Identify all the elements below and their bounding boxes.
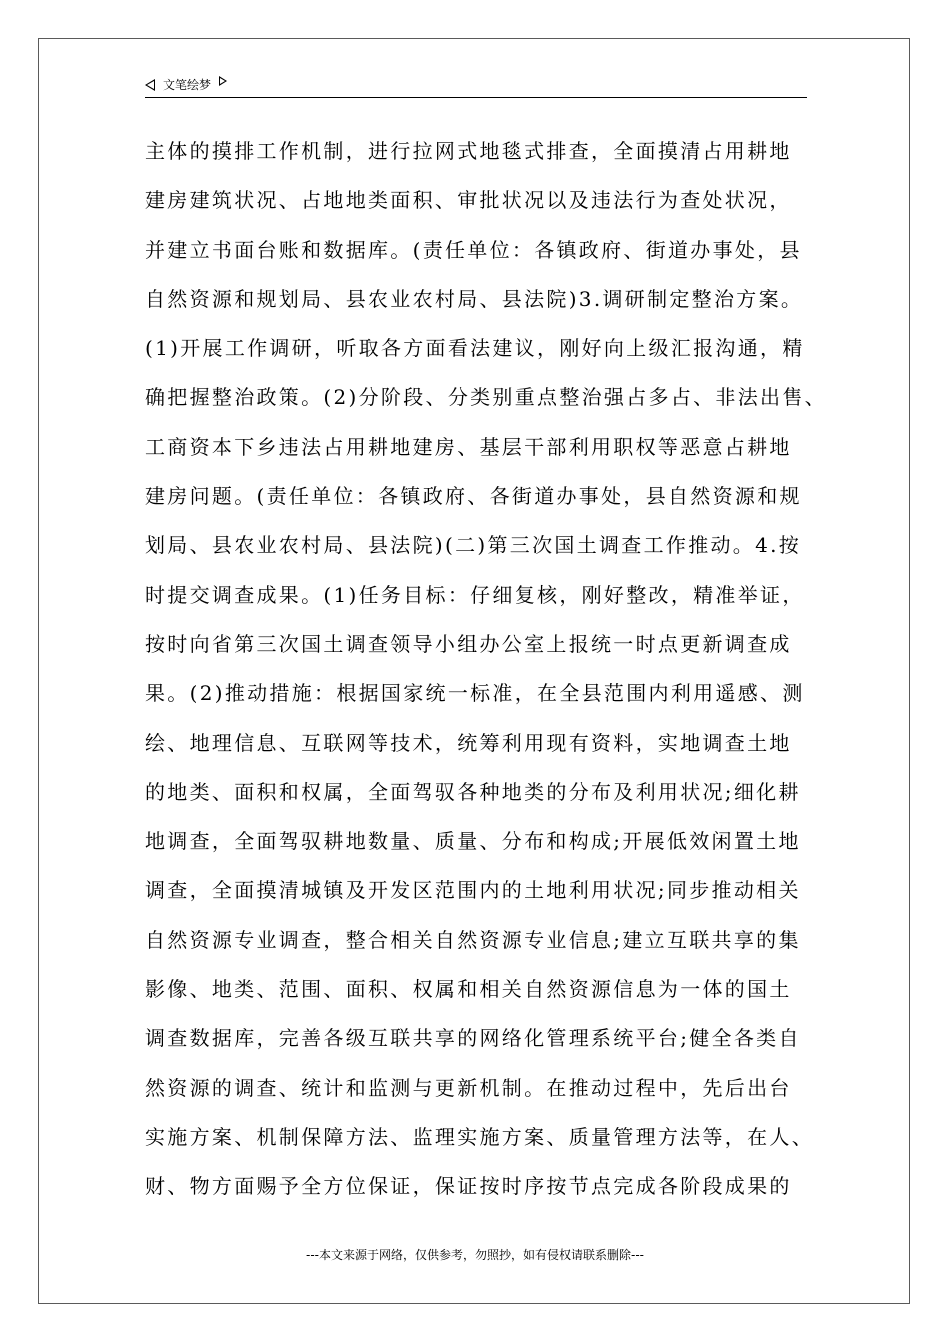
- body-line: 调查数据库，完善各级互联共享的网络化管理系统平台;健全各类自: [145, 1026, 801, 1051]
- body-line: (1)开展工作调研，听取各方面看法建议，刚好向上级汇报沟通，精: [145, 336, 805, 361]
- body-line: 果。(2)推动措施：根据国家统一标准，在全县范围内利用遥感、测: [145, 681, 805, 706]
- body-line: 自然资源专业调查，整合相关自然资源专业信息;建立互联共享的集: [145, 927, 801, 952]
- footer-disclaimer: ---本文来源于网络，仅供参考，勿照抄，如有侵权请联系删除---: [306, 1248, 644, 1262]
- body-line: 建房问题。(责任单位：各镇政府、各街道办事处，县自然资源和规: [145, 484, 802, 509]
- body-line: 实施方案、机制保障方法、监理实施方案、质量管理方法等，在人、: [145, 1124, 814, 1149]
- body-line: 工商资本下乡违法占用耕地建房、基层干部利用职权等恶意占耕地: [145, 434, 792, 459]
- body-line: 划局、县农业农村局、县法院)(二)第三次国土调查工作推动。4.按: [145, 533, 802, 558]
- triangle-right-icon: [219, 76, 227, 86]
- body-line: 影像、地类、范围、面积、权属和相关自然资源信息为一体的国土: [145, 977, 792, 1002]
- body-line: 财、物方面赐予全方位保证，保证按时序按节点完成各阶段成果的: [145, 1174, 792, 1199]
- body-line: 调查，全面摸清城镇及开发区范围内的土地利用状况;同步推动相关: [145, 878, 801, 903]
- page-header: [145, 72, 807, 98]
- header-brand-label: 文笔绘梦: [163, 78, 212, 92]
- body-line: 按时向省第三次国土调查领导小组办公室上报统一时点更新调查成: [145, 631, 792, 656]
- body-line: 建房建筑状况、占地地类面积、审批状况以及违法行为查处状况，: [145, 188, 792, 213]
- body-line: 确把握整治政策。(2)分阶段、分类别重点整治强占多占、非法出售、: [145, 385, 827, 410]
- body-line: 并建立书面台账和数据库。(责任单位：各镇政府、街道办事处，县: [145, 237, 802, 262]
- document-body: [145, 132, 825, 1217]
- body-line: 自然资源和规划局、县农业农村局、县法院)3.调研制定整治方案。: [145, 286, 804, 311]
- body-line: 的地类、面积和权属，全面驾驭各种地类的分布及利用状况;细化耕: [145, 779, 801, 804]
- body-line: 绘、地理信息、互联网等技术，统筹利用现有资料，实地调查土地: [145, 730, 792, 755]
- body-line: 然资源的调查、统计和监测与更新机制。在推动过程中，先后出台: [145, 1075, 792, 1100]
- body-line: 时提交调查成果。(1)任务目标：仔细复核，刚好整改，精准举证，: [145, 582, 805, 607]
- body-line: 主体的摸排工作机制，进行拉网式地毯式排查，全面摸清占用耕地: [145, 139, 792, 163]
- triangle-left-icon: [145, 79, 155, 91]
- body-line: 地调查，全面驾驭耕地数量、质量、分布和构成;开展低效闲置土地: [145, 829, 801, 854]
